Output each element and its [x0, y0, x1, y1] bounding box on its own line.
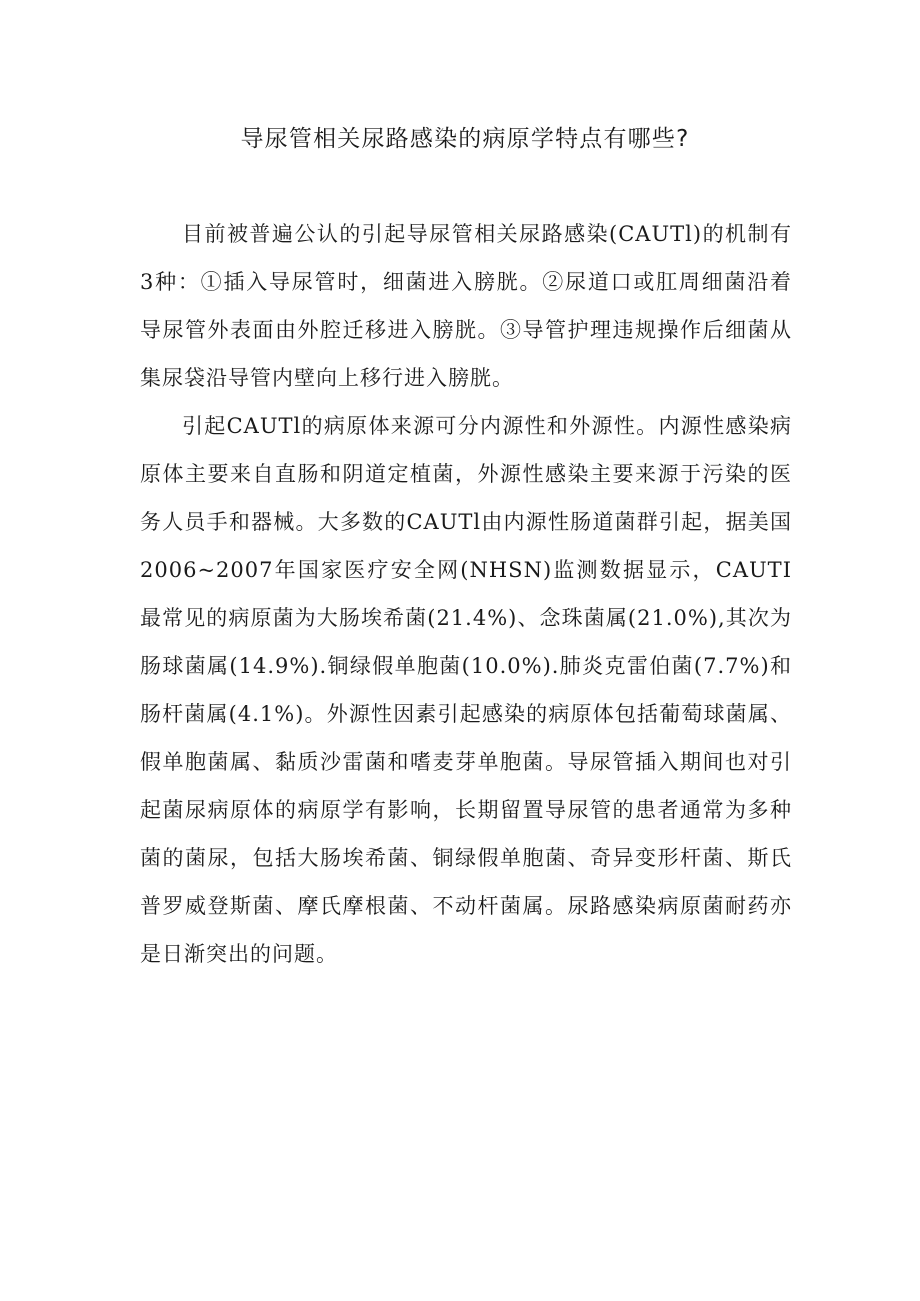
document-title: 导尿管相关尿路感染的病原学特点有哪些? [240, 126, 690, 152]
document-body [140, 210, 792, 978]
paragraph-mechanism: 目前被普遍公认的引起导尿管相关尿路感染(CAUTl)的机制有3种：①插入导尿管时，细菌进入膀胱。②尿道口或肛周细菌沿着导尿管外表面由外腔迁移进入膀胱。③导管护理违规操作后细菌从集尿袋沿导管内壁向上移行进入膀胱。 [140, 222, 792, 390]
paragraph-pathogen-sources: 引起CAUTl的病原体来源可分内源性和外源性。内源性感染病原体主要来自直肠和阴道定植菌，外源性感染主要来源于污染的医务人员手和器械。大多数的CAUTl由内源性肠道菌群引起，据美国2006~2007年国家医疗安全网(NHSN)监测数据显示，CAUTI最常见的病原菌为大肠埃希菌(21.4%)、念珠菌属(21.0%),其次为肠球菌属(14.9%).铜绿假单胞菌(10.0%).肺炎克雷伯菌(7.7%)和肠杆菌属(4.1%)。外源性因素引起感染的病原体包括葡萄球菌属、假单胞菌属、黏质沙雷菌和嗜麦芽单胞菌。导尿管插入期间也对引起菌尿病原体的病原学有影响，长期留置导尿管的患者通常为多种菌的菌尿，包括大肠埃希菌、铜绿假单胞菌、奇异变形杆菌、斯氏普罗威登斯菌、摩氏摩根菌、不动杆菌属。尿路感染病原菌耐药亦是日渐突出的问题。 [140, 414, 792, 966]
